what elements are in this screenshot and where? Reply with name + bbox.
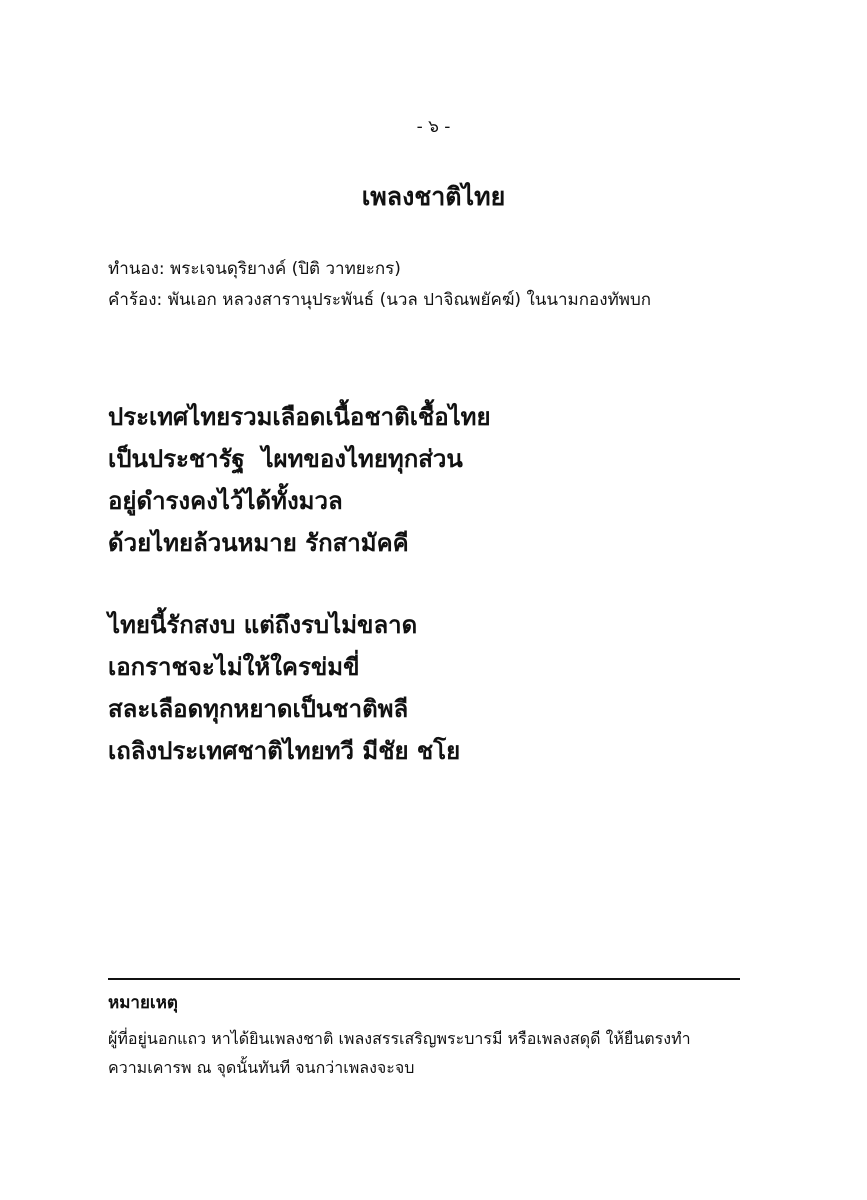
page-title: เพลงชาติไทย <box>361 182 506 211</box>
verse-1 <box>108 396 808 564</box>
verse-2 <box>108 604 808 772</box>
note-line: ผู้ที่อยู่นอกแถว หาได้ยินเพลงชาติ เพลงสรรเสริญพระบารมี หรือเพลงสดุดี ให้ยืนตรงทำ <box>108 1029 691 1048</box>
footnote-divider <box>108 978 740 980</box>
lyric-line: เป็นประชารัฐ ไผทของไทยทุกส่วน <box>108 445 463 473</box>
lyric-line: เอกราชจะไม่ให้ใครข่มขี่ <box>108 653 360 681</box>
lyric-line: สละเลือดทุกหยาดเป็นชาติพลี <box>108 695 409 723</box>
lyric-line: ด้วยไทยล้วนหมาย รักสามัคคี <box>108 529 409 557</box>
lyric-line: เถลิงประเทศชาติไทยทวี มีชัย ชโย <box>108 737 461 765</box>
lyric-line: ประเทศไทยรวมเลือดเนื้อชาติเชื้อไทย <box>108 403 491 431</box>
lyric-line: ไทยนี้รักสงบ แต่ถึงรบไม่ขลาด <box>108 611 418 639</box>
note-line: ความเคารพ ณ จุดนั้นทันที จนกว่าเพลงจะจบ <box>108 1058 415 1077</box>
note-body <box>108 1024 768 1082</box>
page-number: - ๖ - <box>416 117 451 137</box>
lyric-line: อยู่ดำรงคงไว้ได้ทั้งมวล <box>108 487 343 515</box>
melody-credit: ทำนอง: พระเจนดุริยางค์ (ปิติ วาทยะกร) <box>108 259 401 279</box>
note-heading: หมายเหตุ <box>108 993 178 1013</box>
credits-block <box>108 254 808 316</box>
lyrics-credit: คำร้อง: พันเอก หลวงสารานุประพันธ์ (นวล ปาจิณพยัคฆ์) ในนามกองทัพบก <box>108 290 652 310</box>
